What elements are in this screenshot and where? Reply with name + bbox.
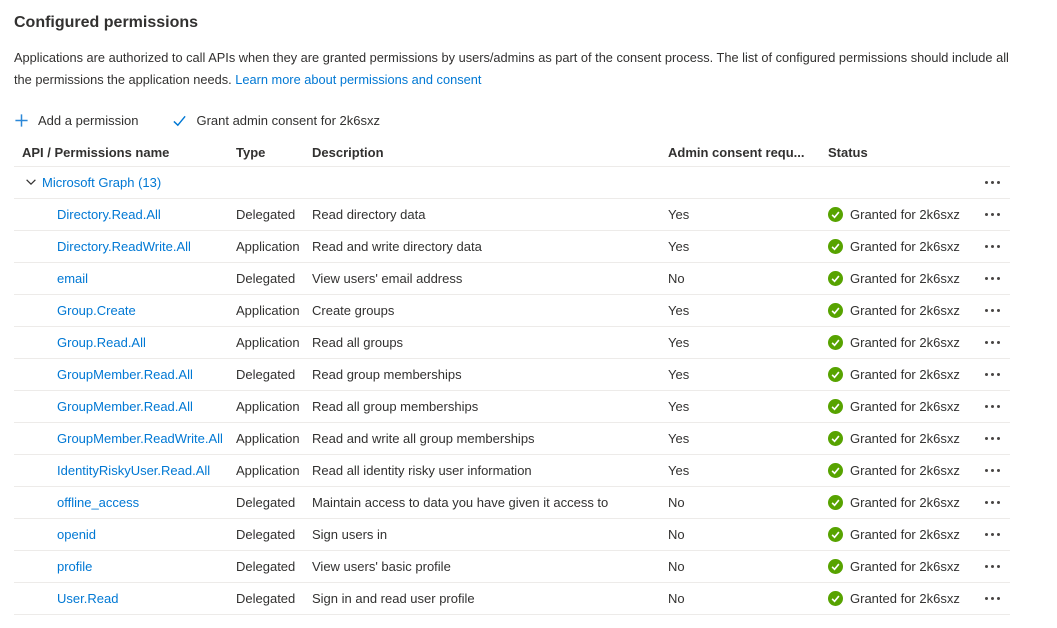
grant-admin-consent-label: Grant admin consent for 2k6sxz [196,112,380,128]
permission-row [14,551,1010,583]
row-menu-button[interactable] [981,399,1004,414]
add-permission-button[interactable] [10,108,142,133]
permission-name-link[interactable]: Directory.Read.All [57,206,161,222]
permission-description: Read and write all group memberships [312,430,535,446]
permission-row [14,391,1010,423]
granted-check-icon [828,591,843,606]
admin-consent-required-value: Yes [668,462,690,478]
granted-check-icon [828,431,843,446]
permissions-table [14,139,1010,615]
permission-type: Application [236,430,300,446]
permission-description: View users' email address [312,270,463,286]
admin-consent-required-value: Yes [668,206,690,222]
granted-check-icon [828,527,843,542]
granted-check-icon [828,399,843,414]
permission-row [14,487,1010,519]
grant-admin-consent-button[interactable] [168,108,384,133]
permission-status [828,495,978,510]
row-menu-button[interactable] [981,367,1004,382]
col-header-status: Status [828,144,868,160]
permission-row [14,423,1010,455]
permission-status [828,303,978,318]
permission-type: Delegated [236,558,296,574]
status-text: Granted for 2k6sxz [850,526,960,542]
permission-description: Create groups [312,302,395,318]
permission-status [828,335,978,350]
row-menu-button[interactable] [981,431,1004,446]
row-menu-button[interactable] [981,239,1004,254]
granted-check-icon [828,207,843,222]
permission-row [14,327,1010,359]
permission-type: Delegated [236,494,296,510]
permission-status [828,271,978,286]
admin-consent-required-value: No [668,558,685,574]
col-header-api-permissions-name: API / Permissions name [22,144,170,160]
permission-type: Delegated [236,526,296,542]
permission-name-link[interactable]: Group.Read.All [57,334,146,350]
granted-check-icon [828,335,843,350]
permission-name-link[interactable]: email [57,270,89,286]
row-menu-button[interactable] [981,207,1004,222]
permission-row [14,295,1010,327]
admin-consent-required-value: Yes [668,430,690,446]
status-text: Granted for 2k6sxz [850,238,960,254]
table-header-row [14,139,1010,167]
permission-name-link[interactable]: IdentityRiskyUser.Read.All [57,462,211,478]
permission-type: Delegated [236,270,296,286]
granted-check-icon [828,239,843,254]
permission-status [828,207,978,222]
permission-row [14,231,1010,263]
permission-status [828,559,978,574]
status-text: Granted for 2k6sxz [850,366,960,382]
page-description [14,47,1014,91]
permission-row [14,359,1010,391]
permission-row [14,519,1010,551]
row-menu-button[interactable] [981,591,1004,606]
page-description-text: Applications are authorized to call APIs when they are granted permissions by users/admins as part of the consent process. The list of configured permissions should include all the permissions the application needs. [14,50,1009,87]
admin-consent-required-value: No [668,270,685,286]
permission-status [828,239,978,254]
col-header-admin-consent: Admin consent requ... [668,144,805,160]
permission-description: Read directory data [312,206,426,222]
col-header-type: Type [236,144,266,160]
permission-status [828,527,978,542]
permission-description: Read and write directory data [312,238,482,254]
permission-name-link[interactable]: openid [57,526,97,542]
status-text: Granted for 2k6sxz [850,334,960,350]
row-menu-button[interactable] [981,303,1004,318]
permission-name-link[interactable]: GroupMember.Read.All [57,366,193,382]
permission-name-link[interactable]: profile [57,558,93,574]
permission-name-link[interactable]: GroupMember.Read.All [57,398,193,414]
permission-description: Sign in and read user profile [312,590,475,606]
status-text: Granted for 2k6sxz [850,398,960,414]
status-text: Granted for 2k6sxz [850,206,960,222]
row-menu-button[interactable] [981,559,1004,574]
learn-more-link[interactable]: Learn more about permissions and consent [235,71,482,87]
permission-type: Application [236,334,300,350]
permission-type: Application [236,398,300,414]
row-menu-button[interactable] [981,463,1004,478]
permission-rows [14,199,1010,615]
permission-name-link[interactable]: Directory.ReadWrite.All [57,238,191,254]
page-title: Configured permissions [14,14,199,31]
status-text: Granted for 2k6sxz [850,462,960,478]
status-text: Granted for 2k6sxz [850,430,960,446]
permission-status [828,367,978,382]
permission-description: Sign users in [312,526,388,542]
permission-status [828,431,978,446]
granted-check-icon [828,367,843,382]
permission-name-link[interactable]: User.Read [57,590,119,606]
permission-name-link[interactable]: GroupMember.ReadWrite.All [57,430,223,446]
permission-description: Read all identity risky user information [312,462,532,478]
granted-check-icon [828,495,843,510]
admin-consent-required-value: Yes [668,302,690,318]
permission-status [828,399,978,414]
permission-type: Delegated [236,590,296,606]
api-group-row [14,167,1010,199]
status-text: Granted for 2k6sxz [850,270,960,286]
api-group-link[interactable]: Microsoft Graph (13) [42,174,162,190]
row-menu-button[interactable] [981,527,1004,542]
toolbar [10,108,1057,133]
chevron-down-icon[interactable] [22,173,40,191]
permission-description: Read all group memberships [312,398,479,414]
status-text: Granted for 2k6sxz [850,558,960,574]
row-menu-button[interactable] [981,495,1004,510]
admin-consent-required-value: No [668,526,685,542]
granted-check-icon [828,559,843,574]
permission-description: Read all groups [312,334,404,350]
status-text: Granted for 2k6sxz [850,494,960,510]
row-menu-button[interactable] [981,271,1004,286]
permission-description: Maintain access to data you have given it access to [312,494,609,510]
row-menu-button[interactable] [981,335,1004,350]
status-text: Granted for 2k6sxz [850,302,960,318]
permission-row [14,199,1010,231]
admin-consent-required-value: Yes [668,366,690,382]
granted-check-icon [828,463,843,478]
permission-name-link[interactable]: offline_access [57,494,140,510]
admin-consent-required-value: Yes [668,238,690,254]
permission-description: Read group memberships [312,366,462,382]
plus-icon [14,113,29,128]
col-header-description: Description [312,144,384,160]
permission-type: Application [236,302,300,318]
permission-description: View users' basic profile [312,558,451,574]
permission-name-link[interactable]: Group.Create [57,302,136,318]
permission-type: Delegated [236,206,296,222]
admin-consent-required-value: Yes [668,334,690,350]
permission-status [828,463,978,478]
granted-check-icon [828,303,843,318]
granted-check-icon [828,271,843,286]
permission-row [14,455,1010,487]
add-permission-label: Add a permission [38,112,139,128]
permission-type: Delegated [236,366,296,382]
permission-type: Application [236,462,300,478]
admin-consent-required-value: No [668,590,685,606]
permission-row [14,263,1010,295]
checkmark-icon [172,113,187,128]
admin-consent-required-value: No [668,494,685,510]
permission-row [14,583,1010,615]
admin-consent-required-value: Yes [668,398,690,414]
status-text: Granted for 2k6sxz [850,590,960,606]
permission-type: Application [236,238,300,254]
row-menu-button[interactable] [981,175,1004,190]
permission-status [828,591,978,606]
